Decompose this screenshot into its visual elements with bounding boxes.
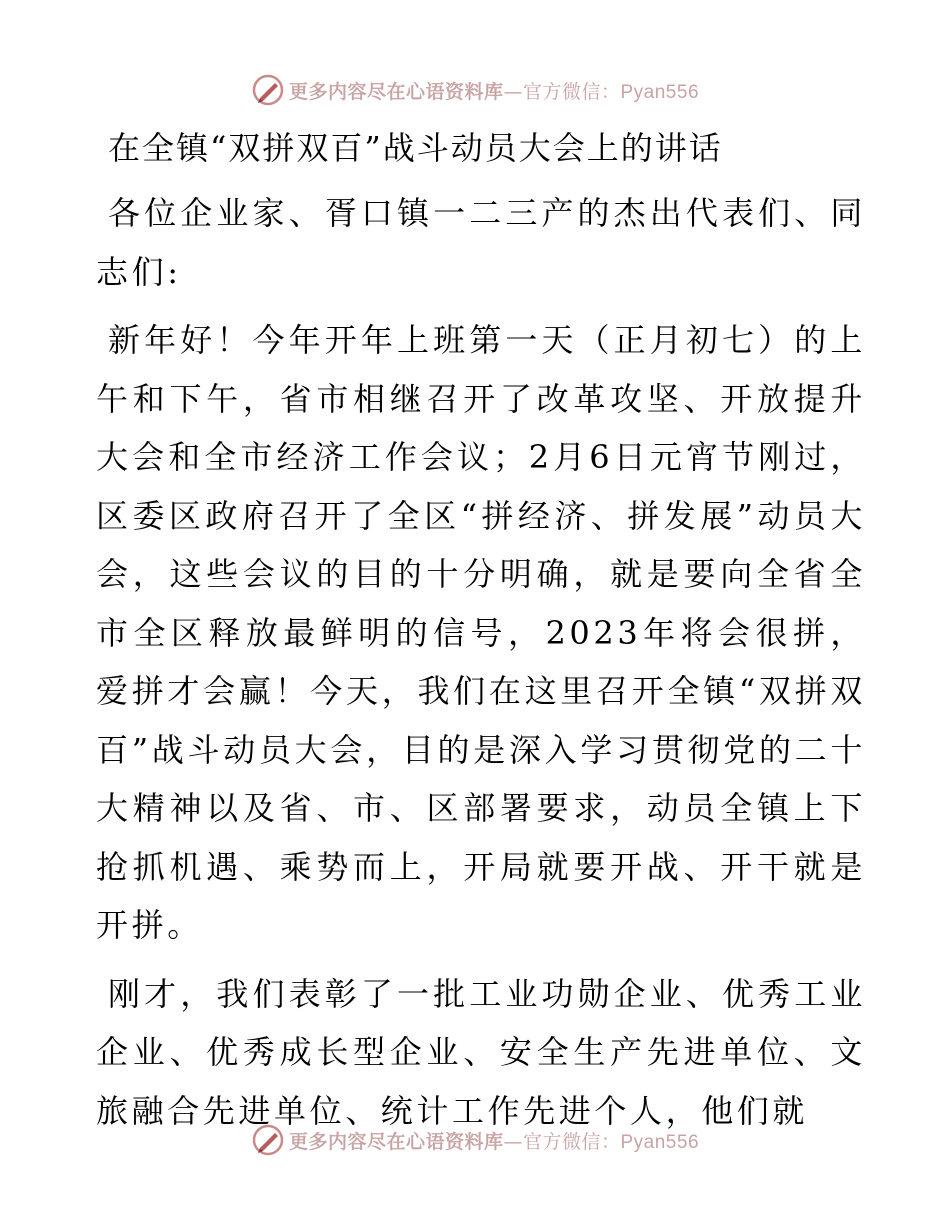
document-body [96, 120, 866, 1140]
watermark-wechat-label: 官方微信： [522, 1130, 621, 1153]
header-watermark [0, 70, 950, 110]
watermark-text [289, 1127, 699, 1154]
watermark-wechat-id: Pyan556 [620, 1131, 700, 1153]
watermark-label: 更多内容尽在心语资料库 [288, 80, 504, 103]
watermark-wechat-label: 官方微信： [522, 80, 621, 103]
greeting-paragraph: 各位企业家、胥口镇一二三产的杰出代表们、同志们: [96, 194, 866, 291]
watermark-wechat-id: Pyan556 [620, 81, 700, 103]
document-title: 在全镇“双拼双百”战斗动员大会上的讲话 [108, 129, 723, 167]
watermark-text [289, 77, 699, 104]
watermark-separator: — [503, 80, 523, 103]
body-paragraph: 新年好！今年开年上班第一天（正月初七）的上午和下午，省市相继召开了改革攻坚、开放提升大会和全市经济工作会议；2月6日元宵节刚过，区委区政府召开了全区“拼经济、拼发展”动员大会，这些会议的目的十分明确，就是要向全省全市全区释放最鲜明的信号，2023年将会很拼，爱拼才会赢！今天，我们在这里召开全镇“双拼双百”战斗动员大会，目的是深入学习贯彻党的二十大精神以及省、市、区部署要求，动员全镇上下抢抓机遇、乘势而上，开局就要开战、开干就是开拼。 [96, 321, 866, 944]
watermark-separator: — [503, 1130, 523, 1153]
footer-watermark [0, 1120, 950, 1160]
body-paragraph: 刚才，我们表彰了一批工业功勋企业、优秀工业企业、优秀成长型企业、安全生产先进单位、文旅融合先进单位、统计工作先进个人，他们就 [96, 974, 866, 1130]
pen-logo-icon [251, 1123, 285, 1157]
watermark-label: 更多内容尽在心语资料库 [288, 1130, 504, 1153]
pen-logo-icon [251, 73, 285, 107]
